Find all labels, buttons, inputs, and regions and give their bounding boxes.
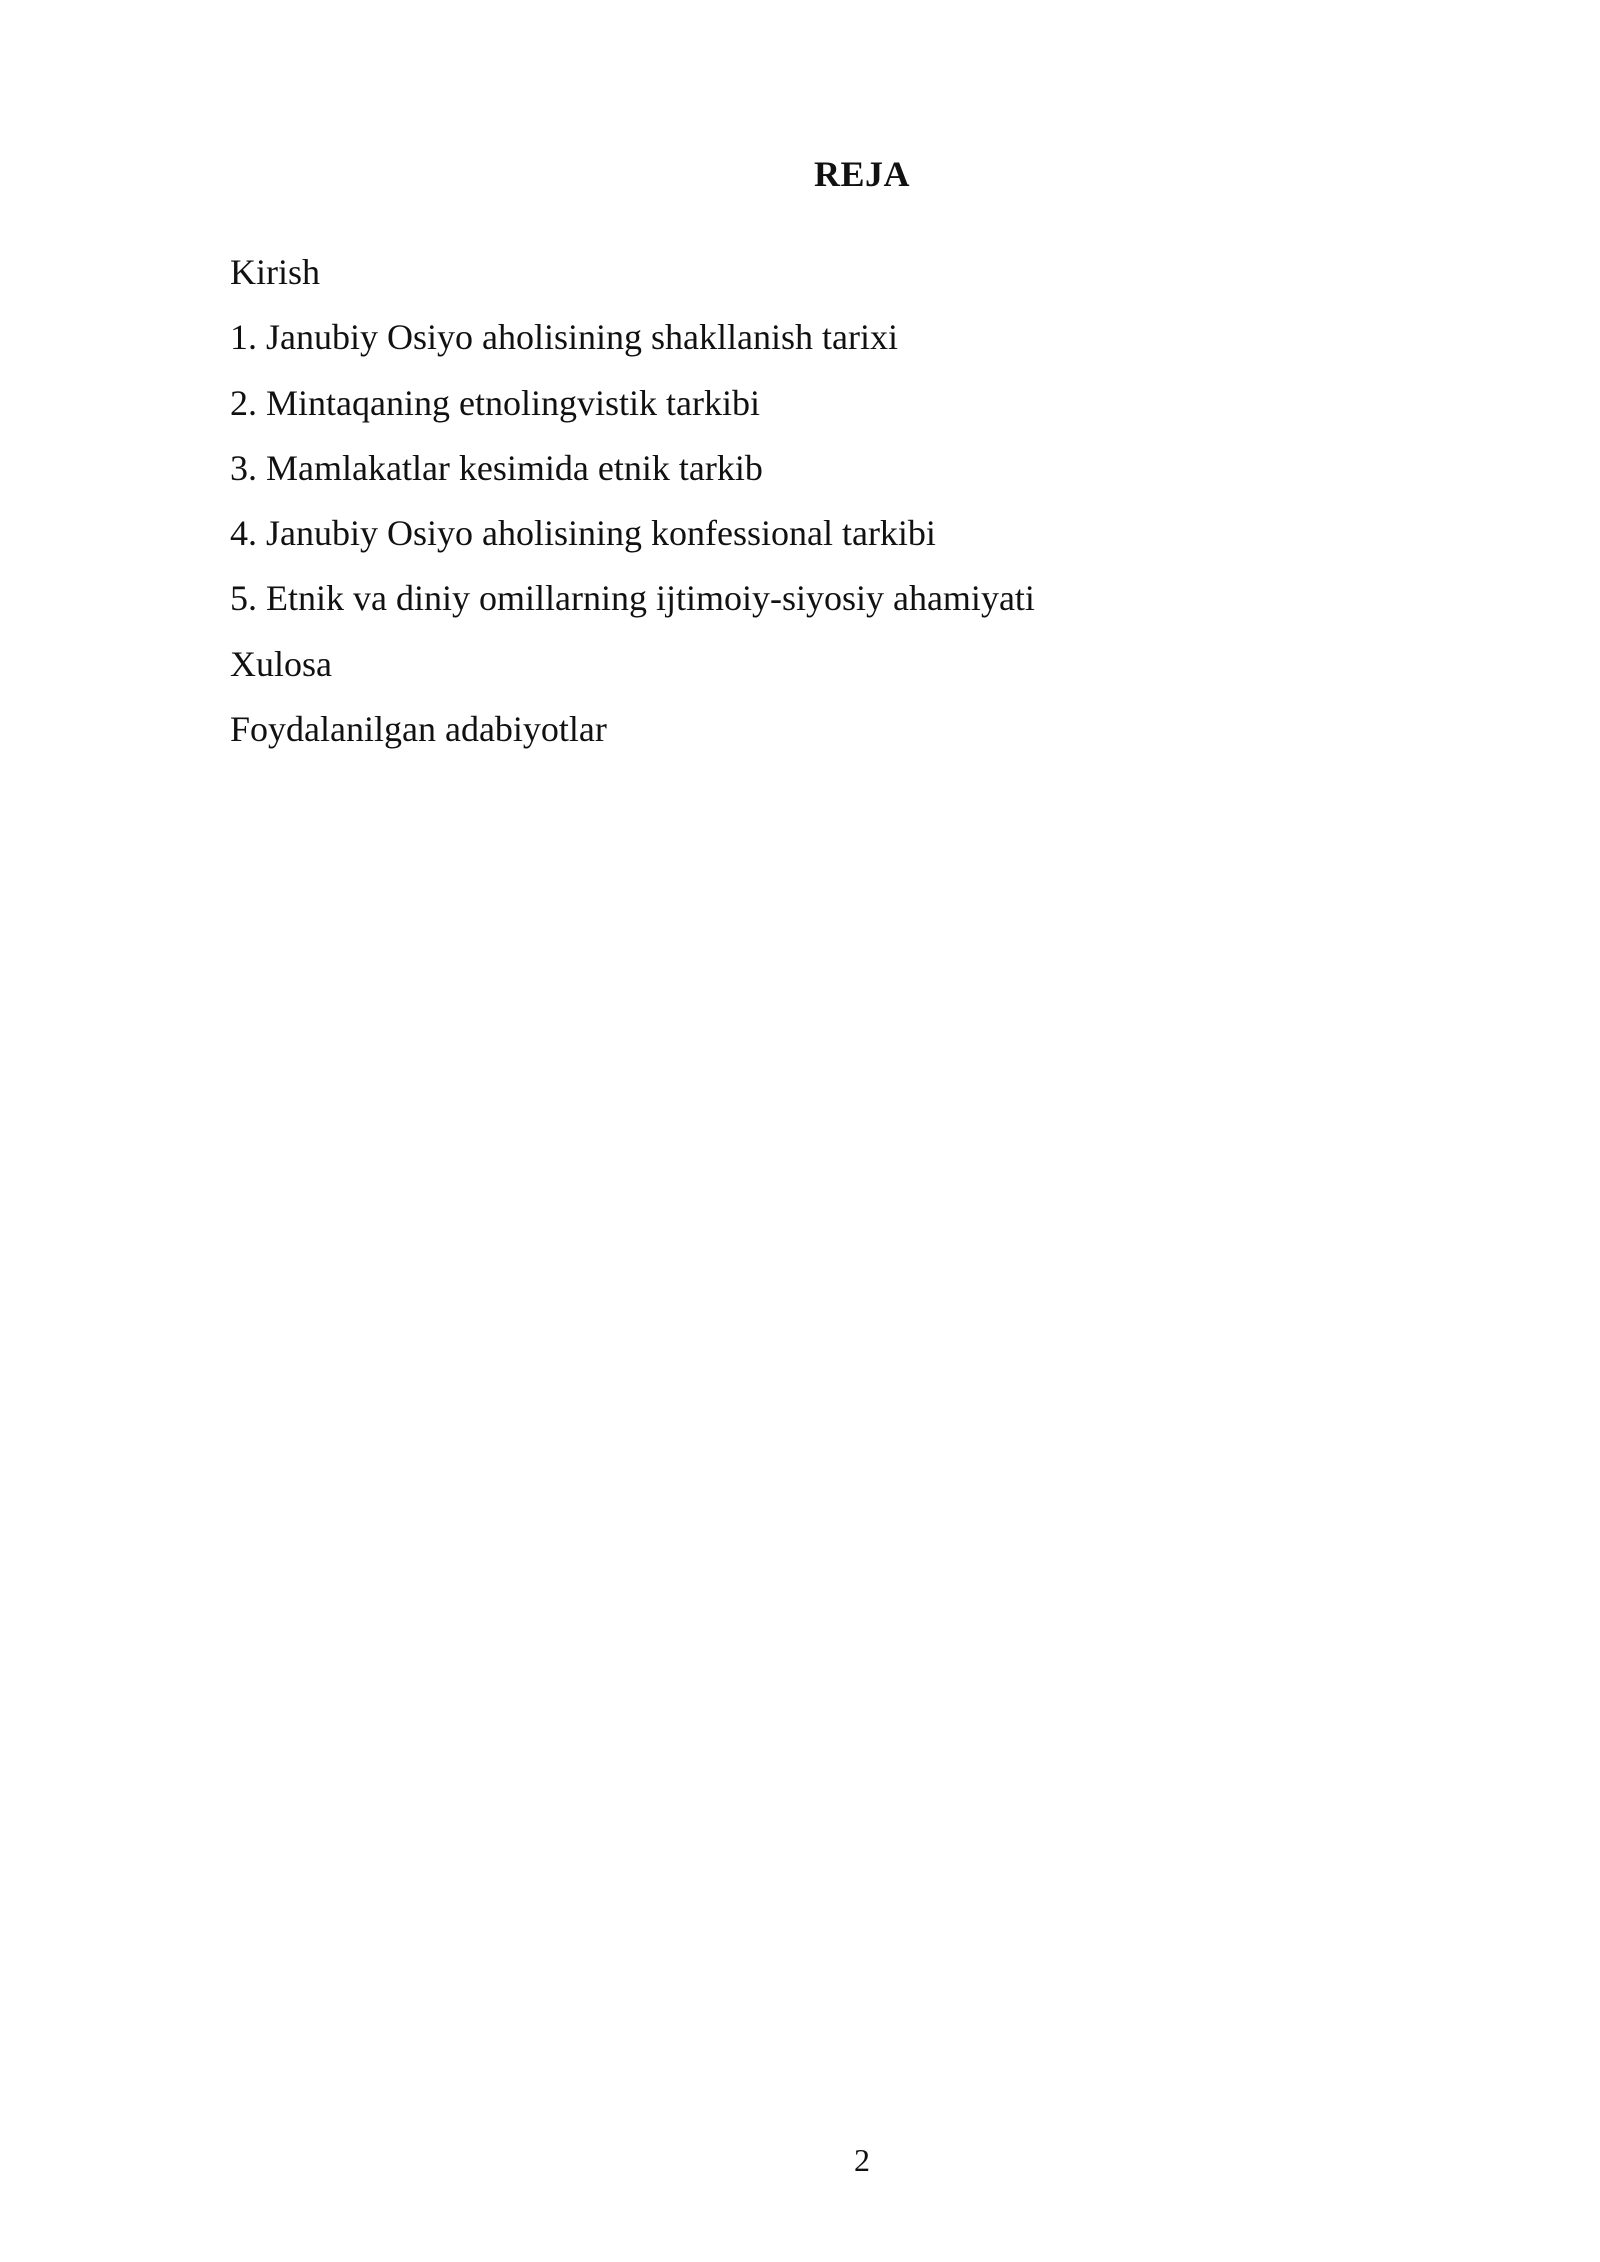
page-title: REJA <box>813 154 910 194</box>
plan-list <box>230 240 1035 762</box>
plan-item-5: 5. Etnik va diniy omillarning ijtimoiy-siyosiy ahamiyati <box>230 578 1035 619</box>
plan-item-intro: Kirish <box>230 252 320 292</box>
page-number: 2 <box>854 2142 870 2178</box>
plan-item-references: Foydalanilgan adabiyotlar <box>230 709 607 750</box>
plan-item-2: 2. Mintaqaning etnolingvistik tarkibi <box>230 382 760 423</box>
plan-item-1: 1. Janubiy Osiyo aholisining shakllanish tarixi <box>230 317 898 358</box>
plan-item-conclusion: Xulosa <box>230 643 332 684</box>
plan-item-3: 3. Mamlakatlar kesimida etnik tarkib <box>230 447 763 488</box>
plan-item-4: 4. Janubiy Osiyo aholisining konfessional tarkibi <box>230 513 936 554</box>
